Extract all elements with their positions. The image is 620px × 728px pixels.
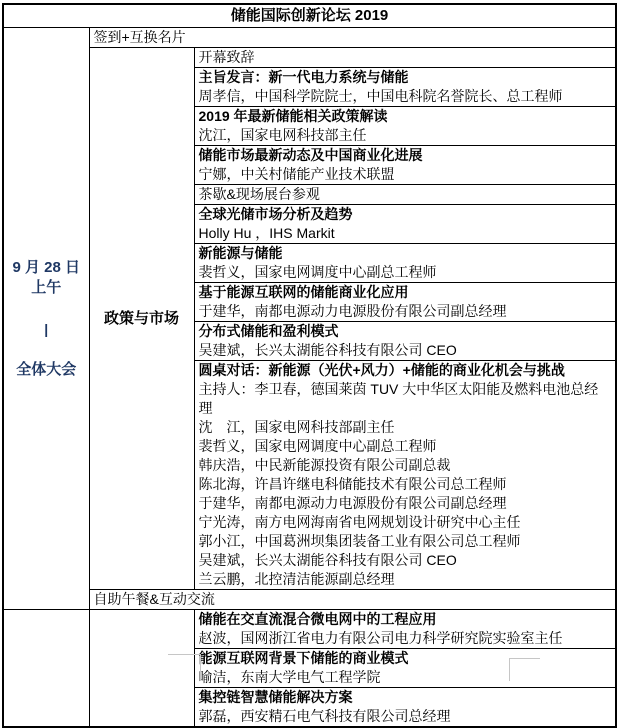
speaker-line: 于建华，南都电源动力电源股份有限公司副总经理 bbox=[198, 303, 507, 319]
session-cell bbox=[194, 107, 616, 146]
period-label: 上午 bbox=[31, 278, 62, 296]
session-title: 能源互联网背景下储能的商业模式 bbox=[198, 650, 409, 666]
session-cell bbox=[194, 361, 616, 590]
session-cell bbox=[194, 146, 616, 185]
text-boundary-mark-icon bbox=[509, 658, 540, 681]
session-cell bbox=[194, 185, 616, 205]
speaker-line: 吴建斌，长兴太湖能谷科技有限公司 CEO bbox=[198, 552, 457, 568]
session-cell bbox=[194, 610, 616, 649]
session-cell bbox=[194, 688, 616, 728]
speaker-line: 喻洁，东南大学电气工程学院 bbox=[198, 669, 381, 685]
session-cell bbox=[194, 48, 616, 68]
speaker-line: 沈 江，国家电网科技部副主任 bbox=[198, 419, 395, 435]
lunch-label: 自助午餐&互动交流 bbox=[89, 590, 616, 610]
checkin-label: 签到+互换名片 bbox=[89, 28, 616, 48]
session-row bbox=[3, 610, 616, 649]
checkin-row bbox=[3, 28, 616, 48]
speaker-line: 于建华，南都电源动力电源股份有限公司副总经理 bbox=[198, 495, 507, 511]
session-title: 主旨发言：新一代电力系统与储能 bbox=[198, 69, 409, 85]
session-cell bbox=[194, 322, 616, 361]
session-title: 储能市场最新动态及中国商业化进展 bbox=[198, 147, 423, 163]
session-title: 基于能源互联网的储能商业化应用 bbox=[198, 284, 409, 300]
track-label: 政策与市场 bbox=[89, 48, 194, 590]
session-cell bbox=[194, 205, 616, 244]
speaker-line: 主持人：李卫春，德国莱茵 TUV 大中华区太阳能及燃料电池总经理 bbox=[198, 381, 599, 416]
title-row bbox=[3, 4, 616, 28]
session-title: 茶歇&现场展台参观 bbox=[198, 186, 320, 202]
session-row bbox=[3, 48, 616, 68]
text-boundary-mark-icon bbox=[168, 654, 201, 681]
speaker-line: 裴哲义，国家电网调度中心副总工程师 bbox=[198, 264, 437, 280]
session-title: 全球光储市场分析及趋势 bbox=[198, 206, 353, 222]
separator-bar: | bbox=[44, 320, 49, 337]
speaker-line: 宁娜，中关村储能产业技术联盟 bbox=[198, 166, 395, 182]
speaker-line: 兰云鹏，北控清洁能源副总经理 bbox=[198, 571, 395, 587]
session-cell bbox=[194, 283, 616, 322]
date-label: 9 月 28 日 bbox=[12, 258, 81, 276]
session-cell bbox=[194, 68, 616, 107]
speaker-line: 吴建斌，长兴太湖能谷科技有限公司 CEO bbox=[198, 342, 457, 358]
session-title: 2019 年最新储能相关政策解读 bbox=[198, 108, 388, 124]
session-title: 集控链智慧储能解决方案 bbox=[198, 689, 353, 705]
lunch-row bbox=[3, 590, 616, 610]
agenda-table bbox=[2, 3, 617, 728]
empty-day-cell bbox=[3, 610, 89, 728]
speaker-line: 裴哲义，国家电网调度中心副总工程师 bbox=[198, 438, 437, 454]
speaker-line: 宁光涛，南方电网海南省电网规划设计研究中心主任 bbox=[198, 514, 521, 530]
speaker-line: 郭磊，西安精石电气科技有限公司总经理 bbox=[198, 708, 451, 724]
session-cell bbox=[194, 649, 616, 688]
page-title: 储能国际创新论坛 2019 bbox=[3, 4, 616, 28]
day-cell bbox=[3, 28, 89, 610]
speaker-line: 韩庆浩，中民新能源投资有限公司副总裁 bbox=[198, 457, 451, 473]
session-title: 开幕致辞 bbox=[198, 49, 255, 65]
session-cell bbox=[194, 244, 616, 283]
speaker-line: 郭小江，中国葛洲坝集团装备工业有限公司总工程师 bbox=[198, 533, 521, 549]
speaker-line: 陈北海，许昌许继电科储能技术有限公司总工程师 bbox=[198, 476, 507, 492]
meeting-label: 全体大会 bbox=[16, 360, 77, 378]
speaker-line: 周孝信，中国科学院院士，中国电科院名誉院长、总工程师 bbox=[198, 88, 563, 104]
session-title: 新能源与储能 bbox=[198, 245, 283, 261]
session-title: 分布式储能和盈利模式 bbox=[198, 323, 339, 339]
speaker-line: 赵波，国网浙江省电力有限公司电力科学研究院实验室主任 bbox=[198, 630, 563, 646]
speaker-line: Holly Hu ，IHS Markit bbox=[198, 225, 335, 241]
session-title: 圆桌对话：新能源（光伏+风力）+储能的商业化机会与挑战 bbox=[198, 362, 565, 378]
session-title: 储能在交直流混合微电网中的工程应用 bbox=[198, 611, 437, 627]
speaker-line: 沈江，国家电网科技部主任 bbox=[198, 127, 367, 143]
